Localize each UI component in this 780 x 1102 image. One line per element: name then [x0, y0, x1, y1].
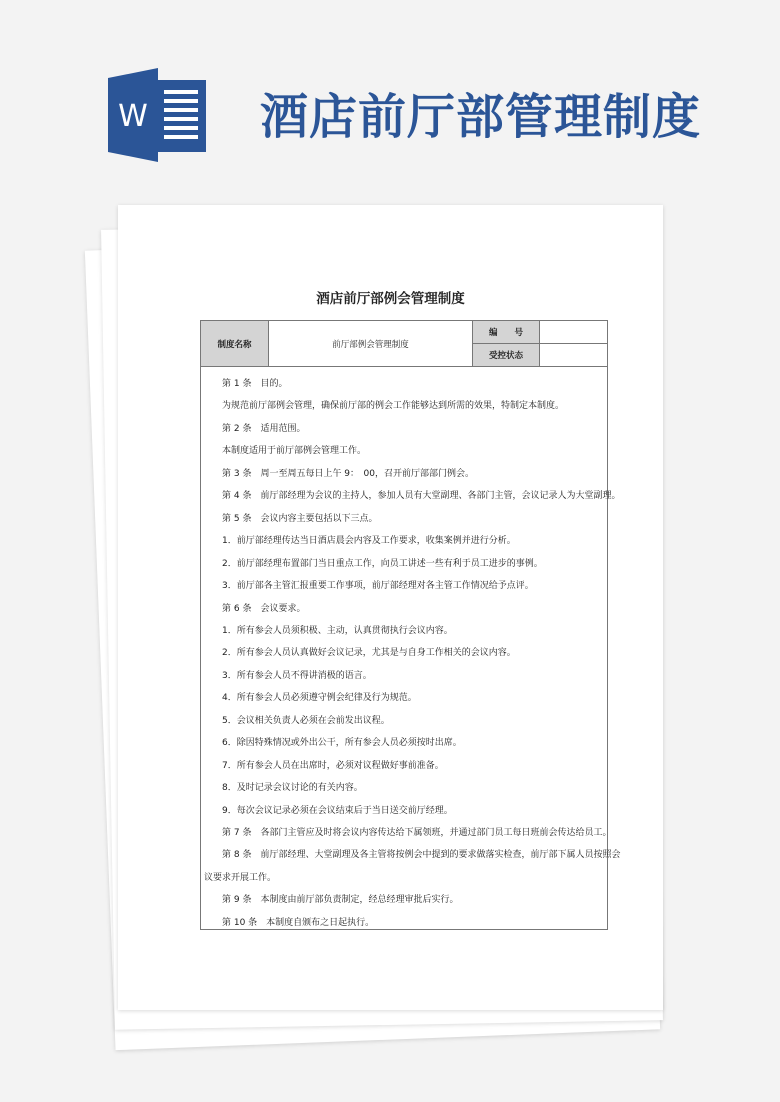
document-body: [200, 366, 621, 930]
word-icon-letter: W: [118, 99, 148, 134]
document-line: 2．前厅部经理布置部门当日重点工作，向员工讲述一些有利于员工进步的事例。: [222, 558, 543, 569]
document-line: 第 10 条 本制度自颁布之日起执行。: [222, 917, 375, 928]
document-line: 3．前厅部各主管汇报重要工作事项，前厅部经理对各主管工作情况给予点评。: [222, 581, 534, 592]
document-line: 第 5 条 会议内容主要包括以下三点。: [222, 513, 378, 524]
document-line: 第 7 条 各部门主管应及时将会议内容传达给下属领班，并通过部门员工每日班前会传达给员工。: [222, 828, 612, 838]
document-line: 6．除因特殊情况或外出公干，所有参会人员必须按时出席。: [222, 738, 462, 749]
meta-table: [200, 320, 608, 367]
document-page: [118, 205, 663, 1010]
document-line: 5．会议相关负责人必须在会前发出议程。: [222, 715, 390, 726]
word-icon: [108, 68, 208, 162]
document-line: 第 1 条 目的。: [222, 379, 288, 389]
number-value: [540, 321, 608, 344]
document-line: 9．每次会议记录必须在会议结束后于当日送交前厅经理。: [222, 805, 453, 816]
document-line: 第 4 条 前厅部经理为会议的主持人，参加人员有大堂副理、各部门主管，会议记录人为大堂副理。: [222, 491, 621, 502]
document-line: 第 8 条 前厅部经理、大堂副理及各主管将按例会中提到的要求做落实检查，前厅部下属人员按照会: [222, 850, 621, 861]
document-line: 4．所有参会人员必须遵守例会纪律及行为规范。: [222, 693, 417, 704]
status-value: [540, 344, 608, 367]
document-line: 本制度适用于前厅部例会管理工作。: [222, 446, 367, 457]
document-line: 第 2 条 适用范围。: [222, 423, 306, 434]
document-line: 3．所有参会人员不得讲消极的语言。: [222, 670, 372, 681]
document-line: 1．所有参会人员须积极、主动，认真贯彻执行会议内容。: [222, 625, 453, 636]
document-title: 酒店前厅部例会管理制度: [316, 291, 465, 307]
name-label: 制度名称: [201, 321, 269, 367]
document-line: 第 6 条 会议要求。: [222, 603, 306, 614]
banner-title: 酒店前厅部管理制度: [260, 89, 702, 145]
document-line: 第 3 条 周一至周五每日上午 9： 00，召开前厅部部门例会。: [222, 468, 474, 479]
document-line: 第 9 条 本制度由前厅部负责制定，经总经理审批后实行。: [222, 895, 459, 906]
document-line: 2．所有参会人员认真做好会议记录，尤其是与自身工作相关的会议内容。: [222, 648, 516, 659]
number-label: 编 号: [473, 321, 540, 344]
document-line: 议要求开展工作。: [204, 872, 277, 883]
document-line: 8．及时记录会议讨论的有关内容。: [222, 783, 363, 794]
name-value: 前厅部例会管理制度: [269, 321, 473, 367]
document-line: 7．所有参会人员在出席时，必须对议程做好事前准备。: [222, 760, 444, 771]
status-label: 受控状态: [473, 344, 540, 367]
document-line: 为规范前厅部例会管理，确保前厅部的例会工作能够达到所需的效果，特制定本制度。: [222, 401, 565, 412]
document-line: 1．前厅部经理传达当日酒店晨会内容及工作要求，收集案例并进行分析。: [222, 536, 516, 547]
